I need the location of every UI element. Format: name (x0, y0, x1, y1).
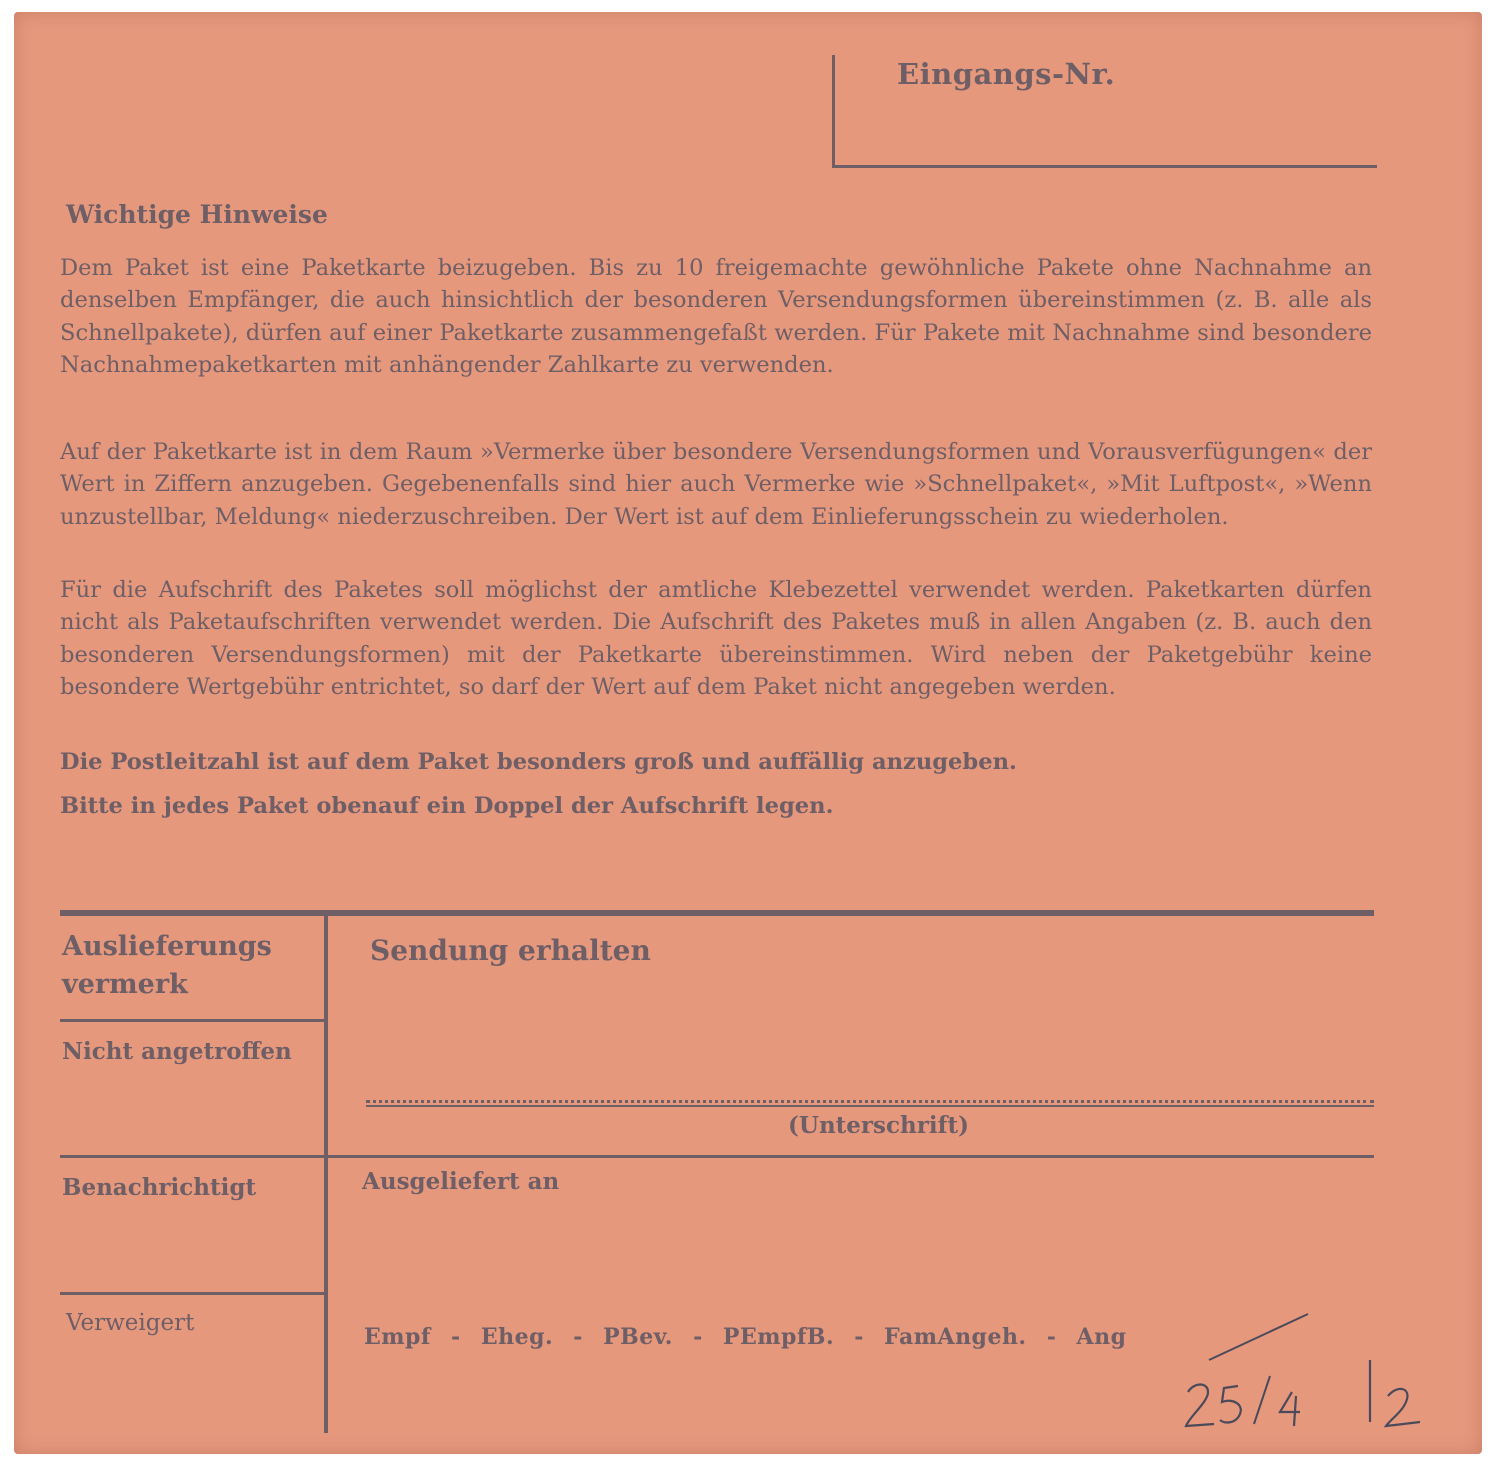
ausgeliefert-an-label: Ausgeliefert an (362, 1168, 560, 1195)
hinweis-paragraph: Dem Paket ist eine Paketkarte beizugeben. Bis zu 10 freigemachte gewöhnliche Pakete ohne Nachnahme an denselben Empfänger, die auch hinsichtlich der besonderen Versendungsformen übereinstimmen (z. B. alle als Schnellpakete), dürfen auf einer Paketkarte zusammengefaßt werden. Für Pakete mit Nachnahme sind besondere Nachnahmepaketkarten mit anhängender Zahlkarte zu verwenden. (60, 255, 1372, 379)
auslieferungsvermerk-label (62, 928, 272, 1004)
hinweis-postleitzahl: Die Postleitzahl ist auf dem Paket besonders groß und auffällig anzugeben. (60, 749, 1017, 775)
benachrichtigt-label: Benachrichtigt (62, 1174, 257, 1201)
form-top-rule (60, 910, 1374, 916)
form-row-divider (60, 1292, 326, 1295)
eingangs-nr-label: Eingangs-Nr. (897, 57, 1116, 91)
hinweis-doppel: Bitte in jedes Paket obenauf ein Doppel der Aufschrift legen. (60, 793, 834, 819)
hinweise-title: Wichtige Hinweise (66, 200, 328, 229)
auslieferungsvermerk-line2: vermerk (62, 969, 188, 1000)
auslieferungsvermerk-line1: Auslieferungs (62, 931, 272, 962)
form-divider (324, 916, 328, 1433)
sendung-erhalten-label: Sendung erhalten (370, 934, 651, 967)
form-row-divider (60, 1155, 1374, 1158)
parcel-card (14, 12, 1482, 1454)
signature-line[interactable] (366, 1100, 1374, 1107)
handwritten-note (1174, 1352, 1444, 1452)
recipient-options: Empf - Eheg. - PBev. - PEmpfB. - FamAngeh. - Ang (364, 1324, 1127, 1350)
eingangs-nr-box[interactable] (832, 55, 1377, 168)
nicht-angetroffen-label: Nicht angetroffen (62, 1038, 292, 1065)
hinweis-paragraph: Für die Aufschrift des Paketes soll möglichst der amtliche Klebezettel verwendet werden. Paketkarten dürfen nicht als Paketaufschriften verwendet werden. Die Aufschrift des Paketes muß in allen Angaben (z. B. auch den besonderen Versendungsformen) mit der Paketkarte übereinstimmen. Wird neben der Paketgebühr keine besondere Wertgebühr entrichtet, so darf der Wert auf dem Paket nicht angegeben werden. (60, 577, 1372, 701)
hinweis-paragraph: Auf der Paketkarte ist in dem Raum »Vermerke über besondere Versendungsformen und Vorausverfügungen« der Wert in Ziffern anzugeben. Gegebenenfalls sind hier auch Vermerke wie »Schnellpaket«, »Mit Luftpost«, »Wenn unzustellbar, Meldung« niederzuschreiben. Der Wert ist auf dem Einlieferungsschein zu wiederholen. (60, 439, 1372, 530)
unterschrift-label: (Unterschrift) (788, 1112, 969, 1139)
form-row-divider (60, 1019, 326, 1022)
verweigert-label: Verweigert (66, 1310, 195, 1336)
